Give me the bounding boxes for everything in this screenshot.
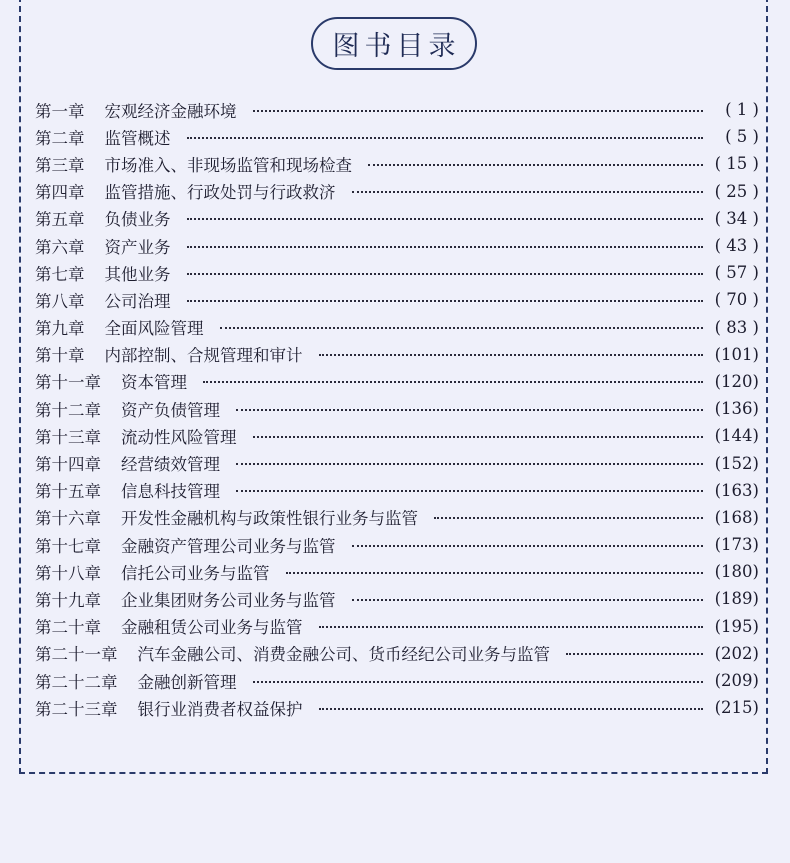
chapter-number: 第一章	[35, 101, 85, 121]
page-number: ( 57 )	[714, 263, 759, 283]
dot-leader	[319, 708, 704, 710]
dot-leader	[187, 273, 704, 275]
chapter-title: 开发性金融机构与政策性银行业务与监管	[121, 509, 418, 529]
chapter-title: 内部控制、合规管理和审计	[104, 346, 303, 366]
chapter-title: 流动性风险管理	[121, 427, 237, 447]
dot-leader	[253, 110, 704, 112]
table-of-contents	[35, 96, 759, 721]
page-number: (168)	[714, 507, 759, 527]
page-number: ( 1 )	[725, 100, 759, 120]
chapter-number: 第二章	[35, 128, 85, 148]
chapter-title: 企业集团财务公司业务与监管	[121, 590, 336, 610]
toc-entry[interactable]	[35, 558, 759, 585]
toc-entry[interactable]	[35, 178, 759, 205]
chapter-title: 监管概述	[104, 128, 171, 148]
page-number: ( 15 )	[714, 154, 759, 174]
chapter-title: 市场准入、非现场监管和现场检查	[104, 155, 352, 175]
toc-entry[interactable]	[35, 694, 759, 721]
page-number: ( 5 )	[725, 127, 759, 147]
page-number: (180)	[714, 562, 759, 582]
page-number: (163)	[714, 480, 759, 500]
page-number: ( 34 )	[714, 208, 759, 228]
chapter-title: 金融租赁公司业务与监管	[121, 618, 303, 638]
toc-entry[interactable]	[35, 504, 759, 531]
dot-leader	[566, 653, 703, 655]
page-number: (144)	[714, 426, 759, 446]
page-number: (173)	[714, 535, 759, 555]
page-number: (101)	[714, 344, 759, 364]
page-number: ( 43 )	[714, 236, 759, 256]
dot-leader	[319, 354, 704, 356]
dot-leader	[236, 409, 703, 411]
chapter-title: 金融资产管理公司业务与监管	[121, 536, 336, 556]
chapter-number: 第四章	[35, 183, 85, 203]
dot-leader	[352, 545, 704, 547]
chapter-number: 第十三章	[35, 427, 101, 447]
page-number: ( 25 )	[714, 181, 759, 201]
chapter-title: 全面风险管理	[104, 319, 204, 339]
chapter-number: 第九章	[35, 319, 85, 339]
chapter-number: 第十章	[35, 346, 85, 366]
chapter-number: 第二十三章	[35, 699, 118, 719]
chapter-number: 第二十二章	[35, 672, 118, 692]
chapter-title: 信托公司业务与监管	[121, 563, 270, 583]
chapter-title: 银行业消费者权益保护	[137, 699, 303, 719]
chapter-title: 宏观经济金融环境	[104, 101, 237, 121]
dot-leader	[187, 137, 704, 139]
chapter-number: 第六章	[35, 237, 85, 257]
page-number: (202)	[714, 643, 759, 663]
page-number: ( 83 )	[714, 317, 759, 337]
toc-entry[interactable]	[35, 232, 759, 259]
chapter-number: 第十四章	[35, 455, 101, 475]
dot-leader	[368, 164, 703, 166]
toc-entry[interactable]	[35, 640, 759, 667]
toc-entry[interactable]	[35, 259, 759, 286]
toc-entry[interactable]	[35, 341, 759, 368]
toc-entry[interactable]	[35, 286, 759, 313]
chapter-title: 资产负债管理	[121, 400, 220, 420]
toc-entry[interactable]	[35, 477, 759, 504]
chapter-number: 第八章	[35, 291, 85, 311]
chapter-number: 第三章	[35, 155, 85, 175]
dot-leader	[352, 599, 704, 601]
dot-leader	[187, 246, 704, 248]
chapter-number: 第十五章	[35, 482, 101, 502]
toc-entry[interactable]	[35, 395, 759, 422]
chapter-title: 资本管理	[121, 373, 187, 393]
dot-leader	[434, 517, 703, 519]
chapter-number: 第十九章	[35, 590, 101, 610]
toc-entry[interactable]	[35, 585, 759, 612]
toc-entry[interactable]	[35, 123, 759, 150]
chapter-title: 公司治理	[104, 291, 171, 311]
dot-leader	[253, 681, 704, 683]
dot-leader	[286, 572, 704, 574]
chapter-number: 第七章	[35, 264, 85, 284]
toc-entry[interactable]	[35, 449, 759, 476]
page-number: (209)	[714, 671, 759, 691]
page-number: (195)	[714, 616, 759, 636]
dot-leader	[187, 218, 704, 220]
chapter-number: 第十七章	[35, 536, 101, 556]
toc-entry[interactable]	[35, 531, 759, 558]
dot-leader	[253, 436, 704, 438]
dot-leader	[319, 626, 704, 628]
chapter-title: 汽车金融公司、消费金融公司、货币经纪公司业务与监管	[137, 645, 550, 665]
chapter-number: 第十六章	[35, 509, 101, 529]
page-number: (215)	[714, 698, 759, 718]
chapter-title: 负债业务	[104, 210, 171, 230]
page-number: (152)	[714, 453, 759, 473]
chapter-number: 第十二章	[35, 400, 101, 420]
toc-entry[interactable]	[35, 96, 759, 123]
toc-entry[interactable]	[35, 613, 759, 640]
chapter-number: 第十八章	[35, 563, 101, 583]
page-number: (120)	[714, 371, 759, 391]
page-number: ( 70 )	[714, 290, 759, 310]
toc-entry[interactable]	[35, 314, 759, 341]
chapter-number: 第五章	[35, 210, 85, 230]
dot-leader	[203, 381, 703, 383]
dot-leader	[187, 300, 704, 302]
chapter-title: 经营绩效管理	[121, 455, 220, 475]
chapter-number: 第二十一章	[35, 645, 118, 665]
toc-entry[interactable]	[35, 667, 759, 694]
toc-entry[interactable]	[35, 422, 759, 449]
title-badge	[311, 17, 477, 70]
chapter-title: 其他业务	[104, 264, 171, 284]
toc-entry[interactable]	[35, 150, 759, 177]
chapter-title: 监管措施、行政处罚与行政救济	[104, 183, 336, 203]
dot-leader	[236, 490, 703, 492]
chapter-number: 第二十章	[35, 618, 101, 638]
page-number: (189)	[714, 589, 759, 609]
chapter-number: 第十一章	[35, 373, 101, 393]
dot-leader	[236, 463, 703, 465]
page-number: (136)	[714, 399, 759, 419]
dot-leader	[352, 191, 704, 193]
dot-leader	[220, 327, 704, 329]
chapter-title: 信息科技管理	[121, 482, 220, 502]
page-title: 图书目录	[332, 31, 461, 62]
chapter-title: 资产业务	[104, 237, 171, 257]
chapter-title: 金融创新管理	[137, 672, 237, 692]
toc-entry[interactable]	[35, 368, 759, 395]
toc-entry[interactable]	[35, 205, 759, 232]
